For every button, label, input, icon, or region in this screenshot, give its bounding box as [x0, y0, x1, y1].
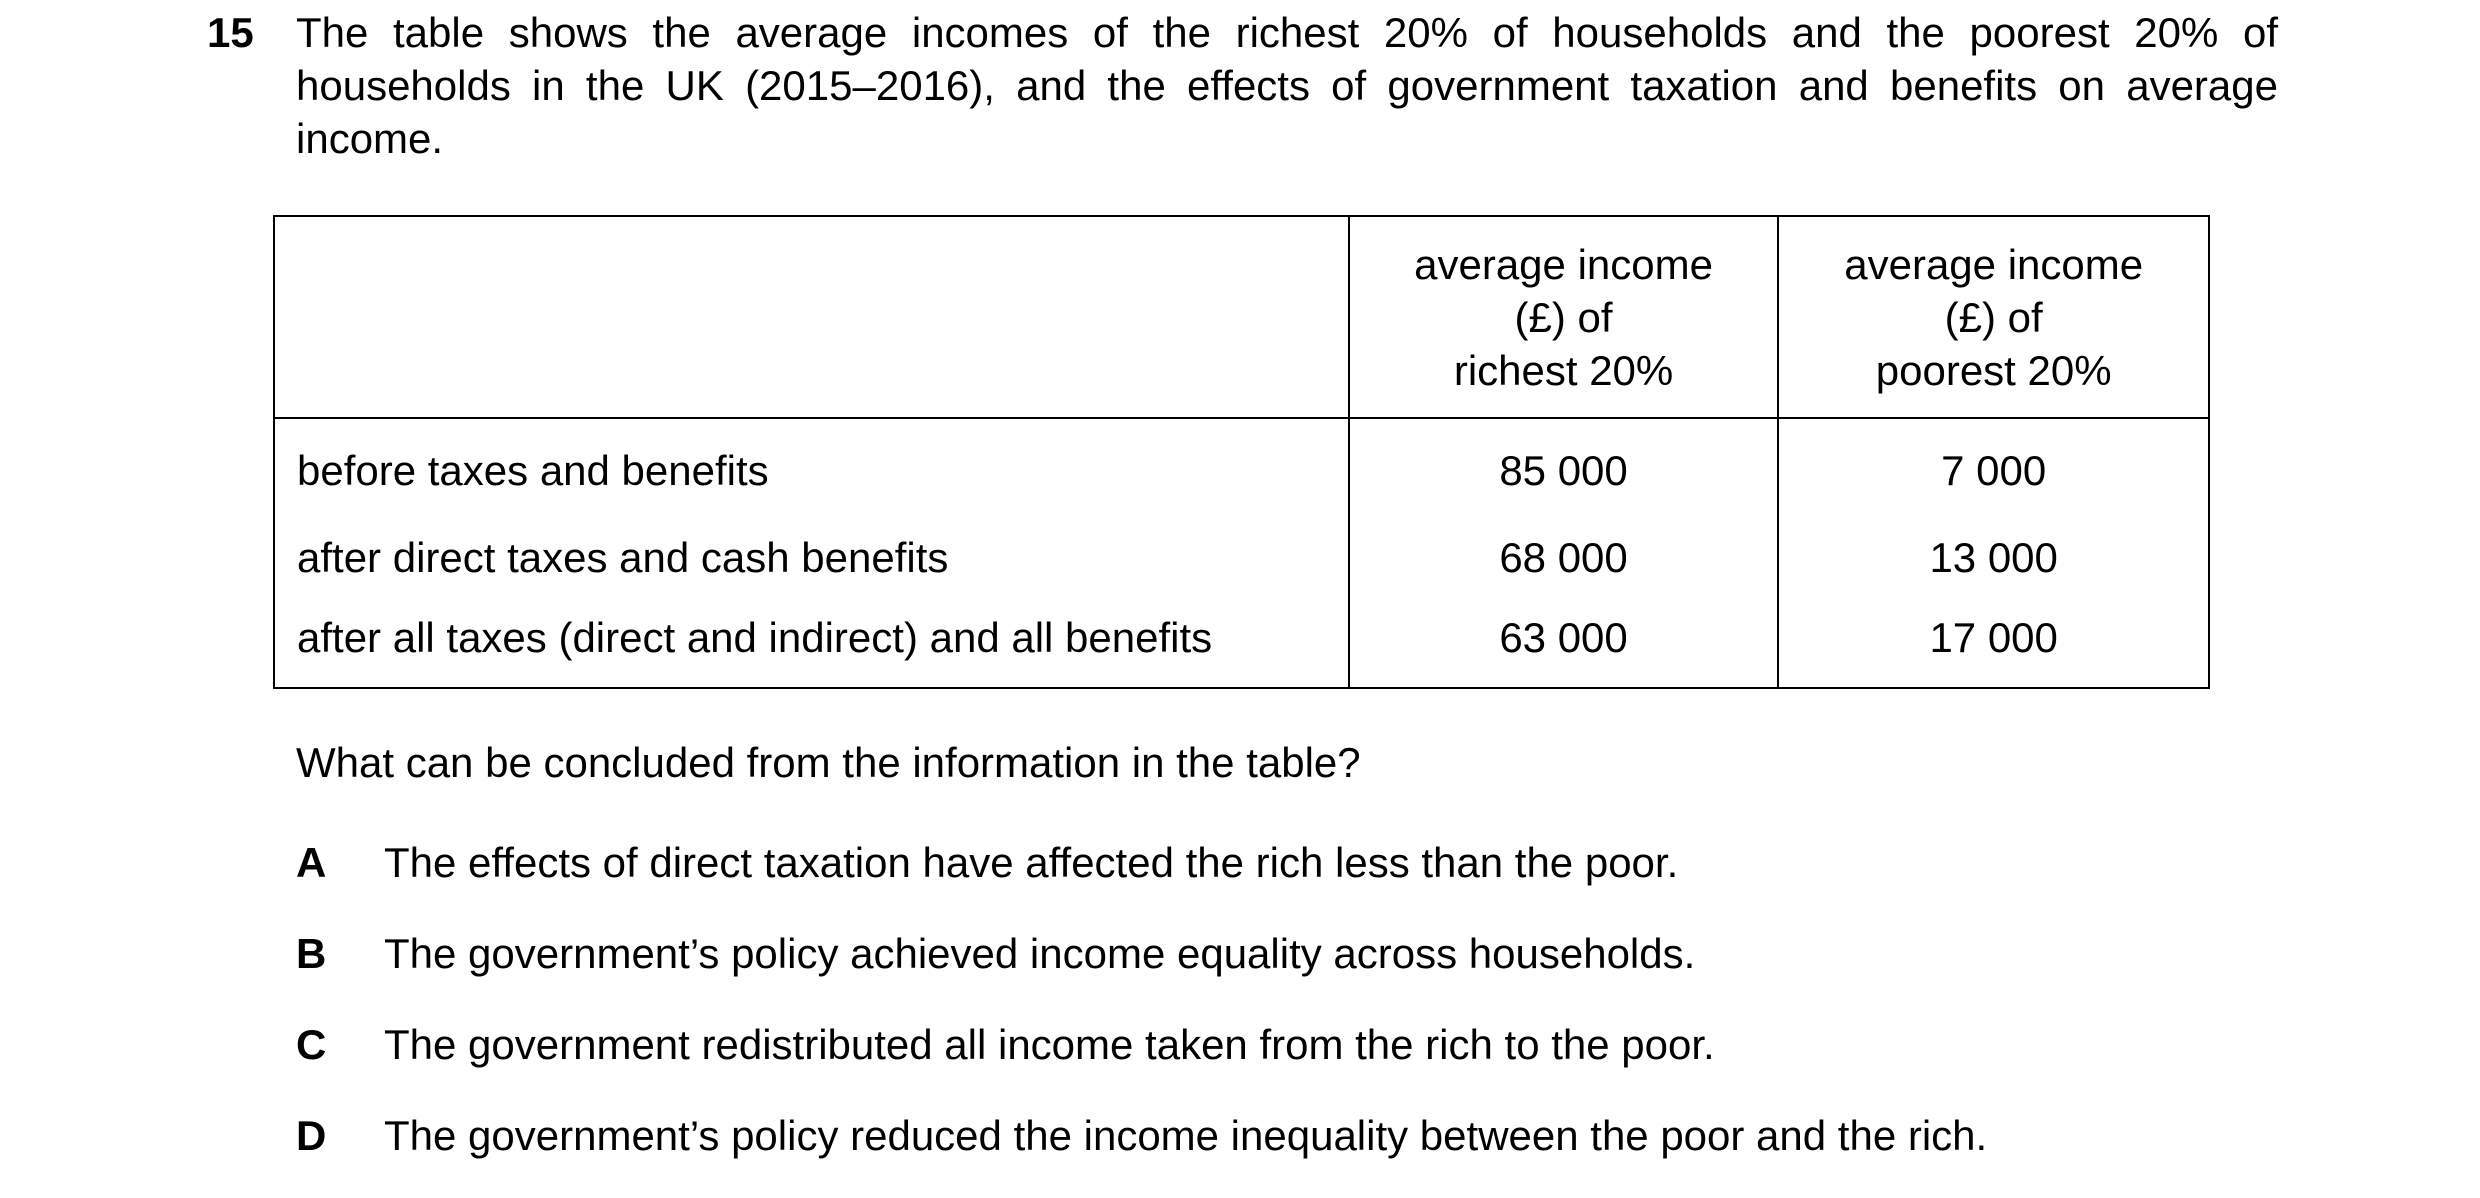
row-label: after all taxes (direct and indirect) and all benefits: [274, 601, 1349, 688]
richest-value: 68 000: [1349, 514, 1779, 601]
poorest-value: 17 000: [1778, 601, 2209, 688]
table-row: [274, 601, 2209, 688]
option-c[interactable]: [296, 1018, 2196, 1072]
question-stem: The table shows the average incomes of the richest 20% of households and the poorest 20% of households in the UK (2015–2016), and the effects of government taxation and benefits on average income.: [296, 9, 2278, 162]
option-letter: B: [296, 930, 327, 977]
header-richest-line-1: average income: [1414, 240, 1713, 288]
row-label: after direct taxes and cash benefits: [274, 514, 1349, 601]
table-header-row: [274, 216, 2209, 418]
header-poorest-line-3: poorest 20%: [1875, 346, 2112, 394]
option-b[interactable]: [296, 927, 2196, 981]
header-poorest-line-2: (£) of: [1944, 293, 2043, 341]
question-number: 15: [207, 9, 254, 56]
header-poorest-line-1: average income: [1844, 240, 2144, 288]
option-d[interactable]: [296, 1109, 2196, 1163]
header-richest-line-2: (£) of: [1514, 293, 1613, 341]
header-richest-line-3: richest 20%: [1453, 346, 1674, 394]
table-row: [274, 514, 2209, 601]
option-letter: A: [296, 839, 327, 886]
header-poorest: [1778, 216, 2209, 418]
header-blank-cell: [274, 216, 1349, 418]
row-label: before taxes and benefits: [274, 418, 1349, 514]
income-table: [273, 215, 2210, 689]
option-text: The government’s policy achieved income equality across households.: [384, 930, 1696, 977]
option-text: The effects of direct taxation have affected the rich less than the poor.: [384, 839, 1679, 886]
option-text: The government’s policy reduced the income inequality between the poor and the rich.: [384, 1112, 1988, 1159]
richest-value: 85 000: [1349, 418, 1779, 514]
poorest-value: 13 000: [1778, 514, 2209, 601]
option-a[interactable]: [296, 836, 2196, 890]
question-prompt: What can be concluded from the information in the table?: [296, 739, 1361, 786]
table-row: [274, 418, 2209, 514]
poorest-value: 7 000: [1778, 418, 2209, 514]
richest-value: 63 000: [1349, 601, 1779, 688]
option-letter: D: [296, 1112, 327, 1159]
option-letter: C: [296, 1021, 327, 1068]
header-richest: [1349, 216, 1779, 418]
option-text: The government redistributed all income taken from the rich to the poor.: [384, 1021, 1715, 1068]
